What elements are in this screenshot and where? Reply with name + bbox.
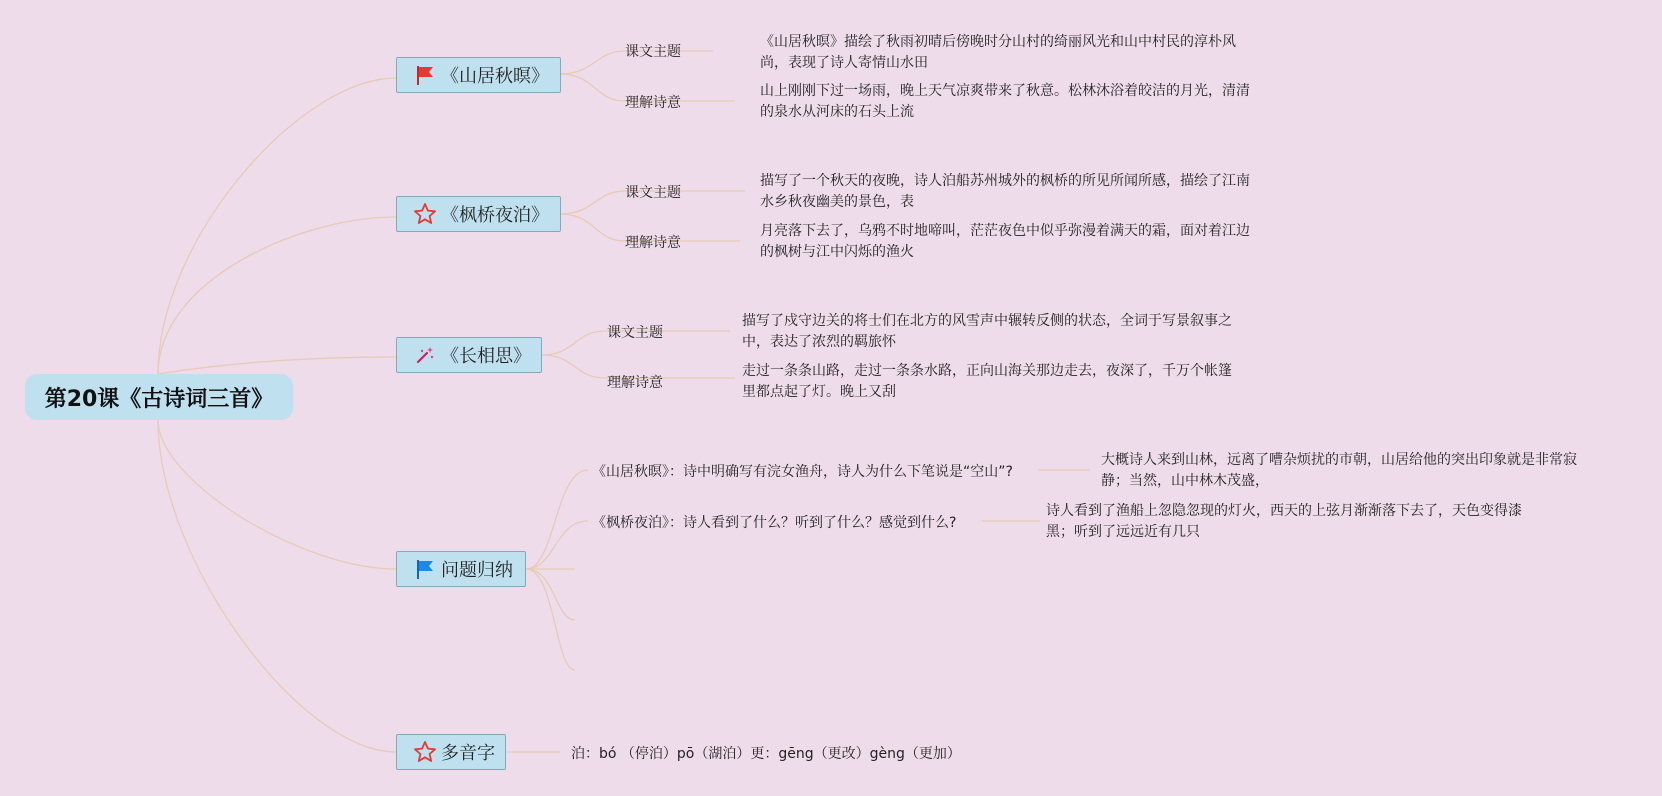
branch-title: 《长相思》 [441,346,531,367]
subtopic-label[interactable]: 理解诗意 [625,95,681,111]
subtopic-text[interactable]: 月亮落下去了，乌鸦不时地啼叫，茫茫夜色中似乎弥漫着满天的霜，面对着江边的枫树与江中闪烁的渔火 [760,223,1250,260]
subtopic-text[interactable]: 描写了戍守边关的将士们在北方的风雪声中辗转反侧的状态，全词于写景叙事之中，表达了浓烈的羁旅怀 [742,313,1232,350]
subtopic-text[interactable]: 走过一条条山路，走过一条条水路，正向山海关那边走去，夜深了，千万个帐篷里都点起了灯。晚上又刮 [742,363,1232,400]
answer-text[interactable]: 大概诗人来到山林，远离了嘈杂烦扰的市朝，山居给他的突出印象就是非常寂静；当然，山中林木茂盛， [1101,452,1577,489]
subtopic-label[interactable]: 理解诗意 [625,235,681,251]
subtopic-label[interactable]: 课文主题 [607,325,663,341]
branch-title: 《山居秋暝》 [441,66,549,87]
branch-title: 《枫桥夜泊》 [441,205,549,226]
subtopic-text[interactable]: 描写了一个秋天的夜晚，诗人泊船苏州城外的枫桥的所见所闻所感，描绘了江南水乡秋夜幽美的景色，表 [760,173,1250,210]
subtopic-label[interactable]: 课文主题 [625,185,681,201]
branch-wenti-guina[interactable] [396,551,526,587]
branch-shanju-qiuming[interactable] [396,57,561,93]
subtopic-label[interactable]: 课文主题 [625,44,681,60]
red-flag-icon [413,63,437,87]
branch-duoyinzi[interactable] [396,734,506,770]
subtopic-label[interactable]: 理解诗意 [607,375,663,391]
blue-flag-icon [413,557,437,581]
subtopic-text[interactable]: 《山居秋暝》描绘了秋雨初晴后傍晚时分山村的绮丽风光和山中村民的淳朴风尚，表现了诗人寄情山水田 [760,34,1236,71]
polyphone-text[interactable]: 泊：bó （停泊）pō（湖泊）更：gēng（更改）gèng（更加） [571,746,961,762]
branch-title: 多音字 [441,743,495,764]
answer-text[interactable]: 诗人看到了渔船上忽隐忽现的灯火，西天的上弦月渐渐落下去了，天色变得漆黑；听到了远远近有几只 [1046,503,1522,540]
root-topic[interactable]: 第20课《古诗词三首》 [25,374,293,420]
question-label[interactable]: 《山居秋暝》：诗中明确写有浣女渔舟，诗人为什么下笔说是“空山”? [592,464,1013,480]
magic-wand-icon [413,343,437,367]
question-label[interactable]: 《枫桥夜泊》：诗人看到了什么？听到了什么？感觉到什么? [592,515,957,531]
star-outline-icon [413,740,437,764]
branch-changxiangsi[interactable] [396,337,542,373]
star-outline-icon [413,202,437,226]
subtopic-text[interactable]: 山上刚刚下过一场雨，晚上天气凉爽带来了秋意。松林沐浴着皎洁的月光，清清的泉水从河床的石头上流 [760,83,1250,120]
branch-title: 问题归纳 [441,560,513,581]
branch-fengqiao-yebo[interactable] [396,196,561,232]
